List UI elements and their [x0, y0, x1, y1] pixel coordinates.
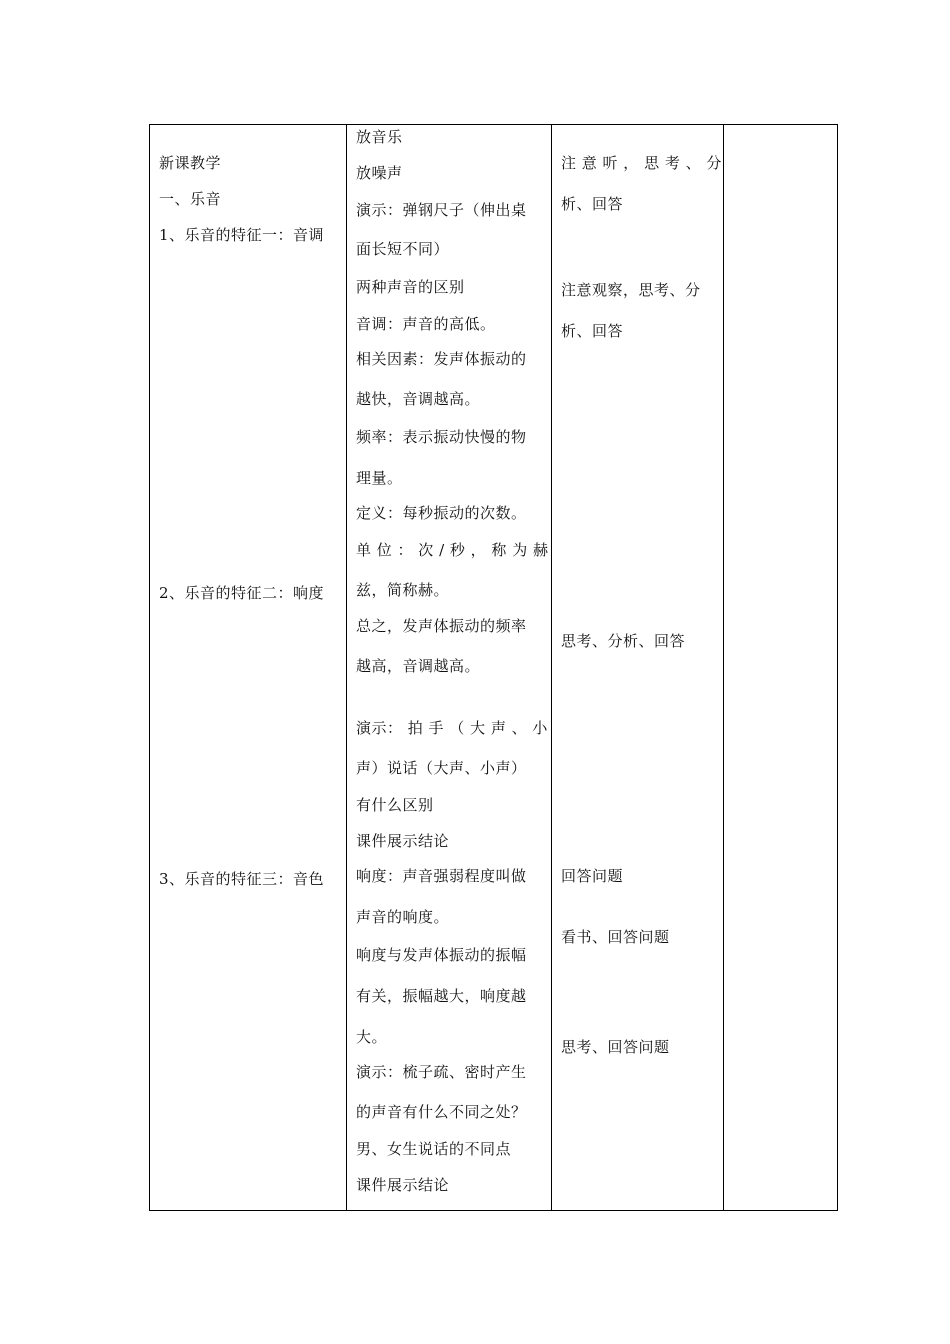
feature-loudness: 2、乐音的特征二：响度: [159, 584, 325, 602]
activity-line: 有关，振幅越大，响度越: [356, 987, 527, 1005]
activity-line: 放音乐: [356, 128, 403, 146]
section-title: 一、乐音: [159, 190, 222, 208]
activity-line: 男、女生说话的不同点: [356, 1140, 512, 1158]
activity-line: 面长短不同）: [356, 240, 450, 258]
activity-line: 兹，简称赫。: [356, 581, 450, 599]
student-line: 注 意 听 ， 思 考 、 分: [561, 154, 722, 172]
activity-line: 声音的响度。: [356, 908, 450, 926]
activity-line: 音调：声音的高低。: [356, 315, 496, 333]
activity-line: 理量。: [356, 469, 403, 487]
topic-column: [150, 125, 346, 1210]
student-line: 注意观察，思考、分: [561, 281, 701, 299]
student-line: 回答问题: [561, 867, 624, 885]
student-line: 思考、回答问题: [561, 1038, 670, 1056]
activity-line: 相关因素：发声体振动的: [356, 350, 527, 368]
activity-line: 放噪声: [356, 164, 403, 182]
lesson-heading: 新课教学: [159, 154, 222, 172]
activity-line: 声）说话（大声、小声）: [356, 759, 527, 777]
student-line: 思考、分析、回答: [561, 632, 686, 650]
activity-line: 单 位 ： 次 / 秒 ， 称 为 赫: [356, 541, 549, 559]
activity-line: 频率：表示振动快慢的物: [356, 428, 527, 446]
activity-line: 课件展示结论: [356, 1176, 450, 1194]
activity-line: 课件展示结论: [356, 832, 450, 850]
feature-timbre: 3、乐音的特征三：音色: [159, 870, 325, 888]
activity-line: 两种声音的区别: [356, 278, 465, 296]
student-line: 看书、回答问题: [561, 928, 670, 946]
activity-line: 响度与发声体振动的振幅: [356, 946, 527, 964]
activity-line: 有什么区别: [356, 796, 434, 814]
notes-column: [724, 125, 837, 1210]
activity-line: 响度：声音强弱程度叫做: [356, 867, 527, 885]
activity-line: 演示：梳子疏、密时产生: [356, 1063, 527, 1081]
student-line: 析、回答: [561, 322, 624, 340]
activity-line: 大。: [356, 1028, 388, 1046]
activity-line: 越快，音调越高。: [356, 390, 481, 408]
activity-line: 定义：每秒振动的次数。: [356, 504, 527, 522]
student-activity-column: [552, 125, 723, 1210]
activity-line: 越高，音调越高。: [356, 657, 481, 675]
activity-line: 的声音有什么不同之处？: [356, 1103, 527, 1121]
activity-line: 总之，发声体振动的频率: [356, 617, 527, 635]
student-line: 析、回答: [561, 195, 624, 213]
lesson-table: [149, 124, 838, 1211]
feature-pitch: 1、乐音的特征一：音调: [159, 226, 325, 244]
activity-line: 演示： 拍 手 （ 大 声 、 小: [356, 719, 548, 737]
teacher-activity-column: [347, 125, 551, 1210]
activity-line: 演示：弹钢尺子（伸出桌: [356, 201, 527, 219]
